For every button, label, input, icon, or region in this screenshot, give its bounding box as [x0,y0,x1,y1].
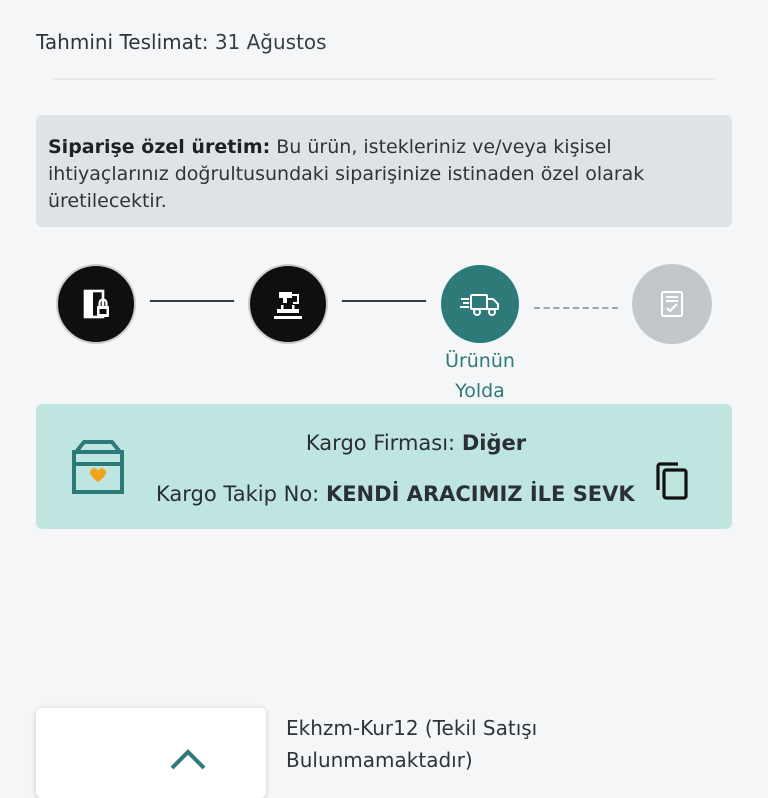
delivered-checklist-icon [658,289,686,319]
cargo-info-panel [36,404,732,529]
delivery-truck-icon [459,287,501,321]
production-icon [269,285,307,323]
cargo-company-value: Diğer [461,431,527,455]
step-connector-pending [534,307,618,309]
step-order-received [56,264,136,344]
order-received-icon [79,287,113,321]
copy-icon[interactable] [652,460,692,506]
step-label-line1: Ürünün [445,350,515,372]
cargo-company-label: Kargo Firması: [305,431,456,455]
cargo-tracking [156,482,635,506]
custom-production-notice [36,115,732,227]
estimated-delivery-label: Tahmini Teslimat: [36,30,209,54]
notice-title: Siparişe özel üretim: [48,136,271,158]
estimated-delivery [36,30,327,54]
divider [52,78,716,80]
product-thumbnail-icon [36,708,266,798]
step-on-the-way-label [430,346,530,406]
product-image-card[interactable] [36,708,266,798]
cargo-tracking-value: KENDİ ARACIMIZ İLE SEVK [325,482,635,506]
cargo-tracking-label: Kargo Takip No: [156,482,320,506]
step-connector [150,300,234,302]
step-connector [342,300,426,302]
estimated-delivery-date: 31 Ağustos [214,30,327,54]
product-name[interactable]: Ekhzm-Kur12 (Tekil Satışı Bulunmamaktadır) [286,716,538,772]
step-production [248,264,328,344]
step-delivered [632,264,712,344]
notice-text: Bu ürün, istekleriniz ve/veya kişisel ihtiyaçlarınız doğrultusundaki siparişinize istinaden özel olarak üretilecektir. [48,136,645,212]
step-on-the-way [441,265,519,343]
cargo-company [36,431,732,455]
step-label-line2: Yolda [455,380,505,402]
